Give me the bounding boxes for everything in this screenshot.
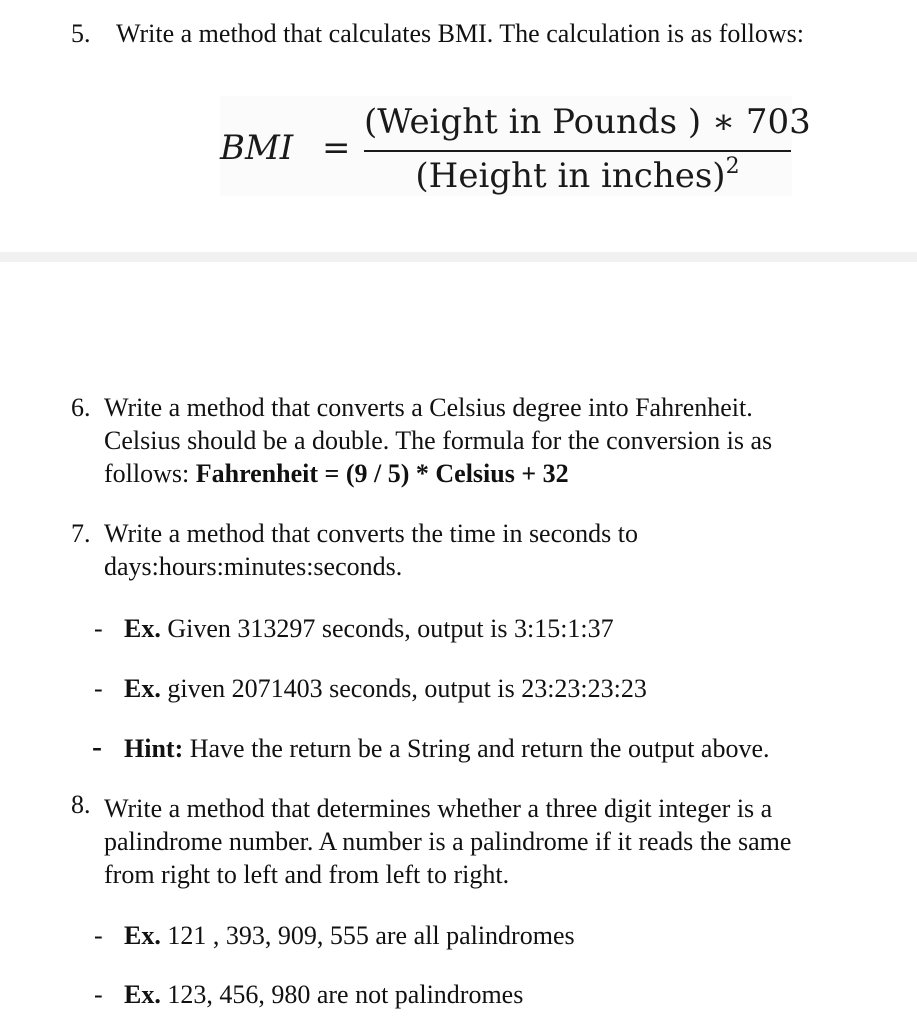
question-6-line-2: Celsius should be a double. The formula for the conversion is as xyxy=(104,426,773,455)
bullet-dash: - xyxy=(94,980,103,1009)
question-8-example-1 xyxy=(124,919,575,952)
bullet-text: 121 , 393, 909, 555 are all palindromes xyxy=(160,921,575,950)
question-7-hint xyxy=(124,732,770,765)
question-8-line-1: Write a method that determines whether a three digit integer is a xyxy=(104,794,773,823)
question-7-number: 7. xyxy=(71,519,91,548)
bullet-dash: - xyxy=(94,614,103,643)
formula-denominator-text: (Height in inches) xyxy=(415,156,726,196)
bullet-text: Given 313297 seconds, output is 3:15:1:37 xyxy=(160,614,614,643)
formula-denominator xyxy=(364,154,791,198)
question-7-line-2: days:hours:minutes:seconds. xyxy=(104,552,403,581)
question-6-number: 6. xyxy=(71,393,91,422)
bullet-label: Ex. xyxy=(124,614,161,643)
formula-equals: = xyxy=(322,128,351,168)
question-5-number: 5. xyxy=(71,19,91,48)
question-8-line-2: palindrome number. A number is a palindrome if it reads the same xyxy=(104,827,792,856)
bullet-dash: - xyxy=(94,921,103,950)
bullet-dash: - xyxy=(92,730,102,763)
bullet-label: Ex. xyxy=(124,674,161,703)
bullet-dash: - xyxy=(94,674,103,703)
question-7-line-1: Write a method that converts the time in seconds to xyxy=(104,519,638,548)
formula-exponent: 2 xyxy=(725,154,740,179)
question-6-line-3-prefix: follows: xyxy=(104,459,196,488)
question-5-text: Write a method that calculates BMI. The calculation is as follows: xyxy=(116,19,804,48)
question-6-line-1: Write a method that converts a Celsius degree into Fahrenheit. xyxy=(104,393,753,422)
question-7-example-1 xyxy=(124,612,614,645)
formula-lhs: BMI xyxy=(220,128,294,168)
formula-numerator: (Weight in Pounds ) ∗ 703 xyxy=(364,102,811,142)
bullet-text: 123, 456, 980 are not palindromes xyxy=(160,980,524,1009)
bullet-label: Hint: xyxy=(124,734,184,763)
question-6-line-3 xyxy=(104,457,569,490)
fraction-bar xyxy=(364,150,791,152)
bullet-text: Have the return be a String and return the output above. xyxy=(183,734,770,763)
question-8-line-3: from right to left and from left to right. xyxy=(104,860,510,889)
question-8-number: 8. xyxy=(71,790,91,819)
bullet-label: Ex. xyxy=(124,980,161,1009)
fahrenheit-formula: Fahrenheit = (9 / 5) * Celsius + 32 xyxy=(195,459,569,488)
bullet-label: Ex. xyxy=(124,921,161,950)
question-8-example-2 xyxy=(124,978,523,1011)
question-7-example-2 xyxy=(124,672,647,705)
section-divider xyxy=(0,252,917,262)
bullet-text: given 2071403 seconds, output is 23:23:23:23 xyxy=(160,674,647,703)
